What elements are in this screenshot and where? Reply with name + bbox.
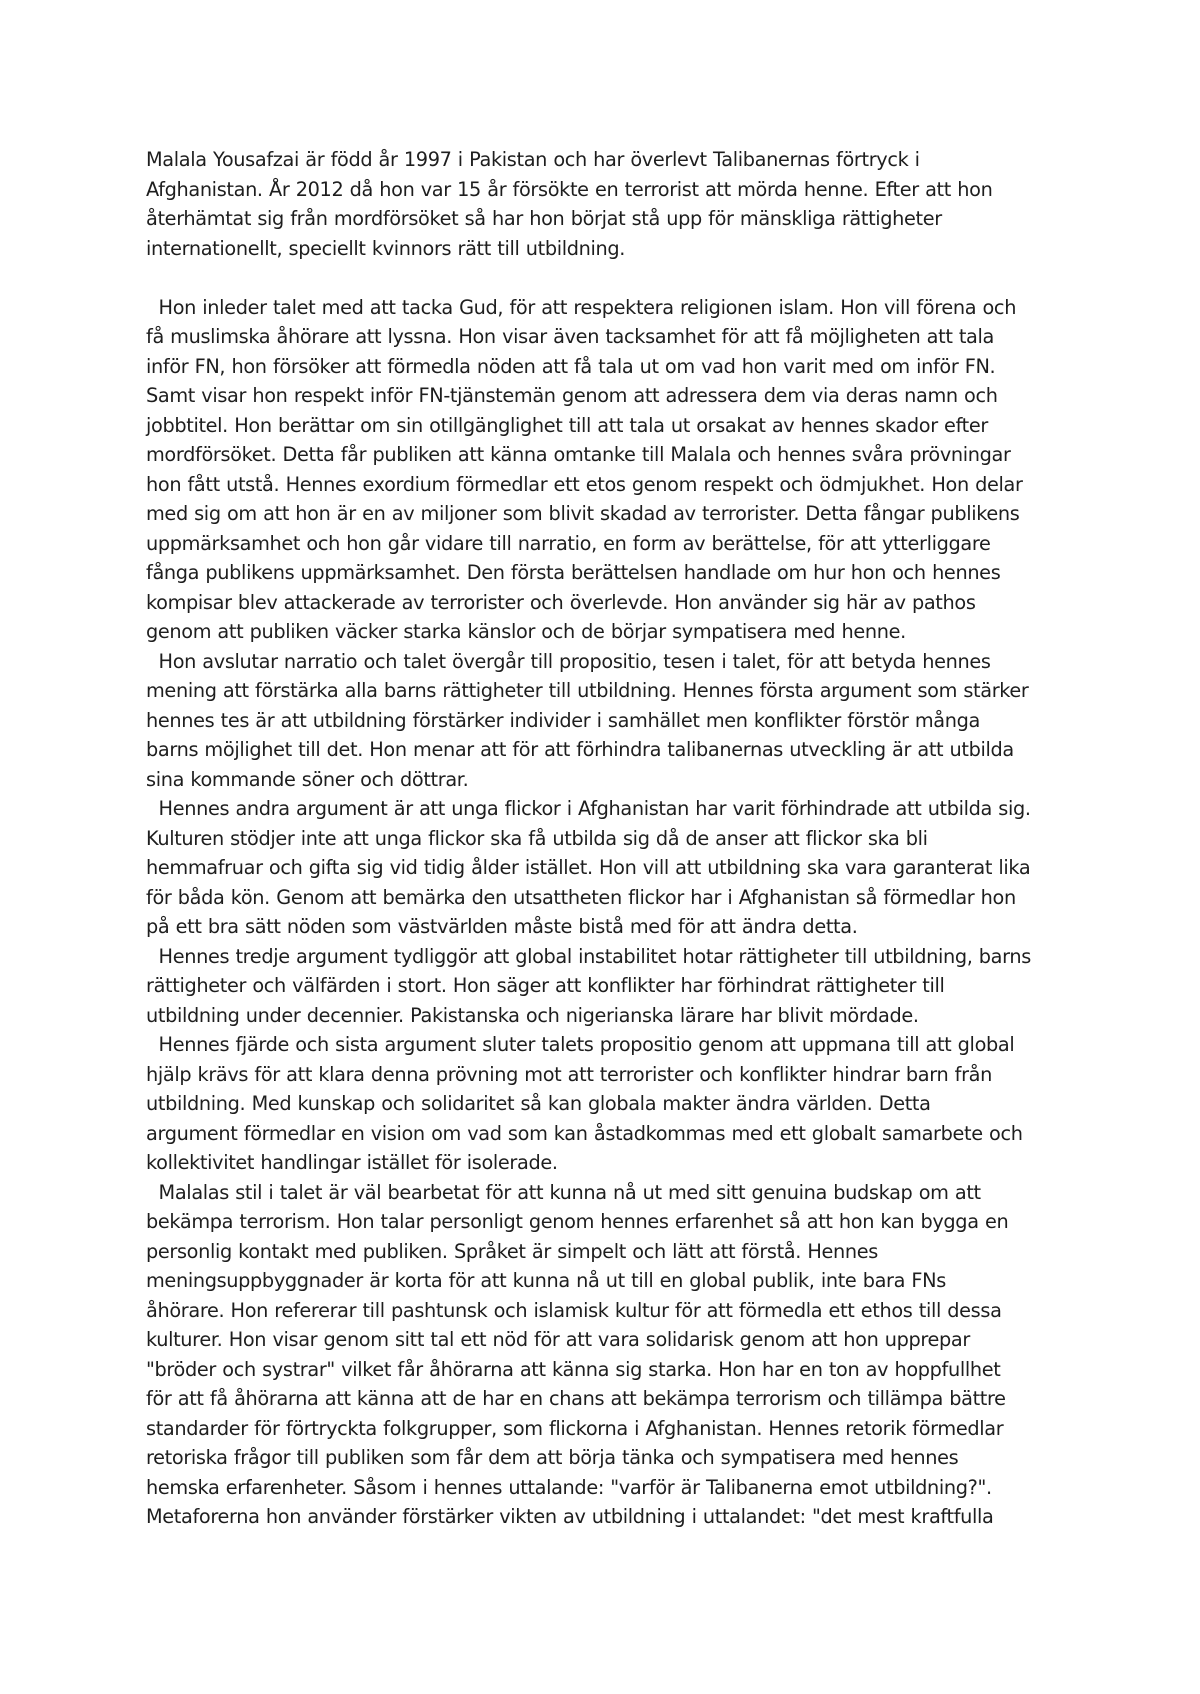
text-line: hennes tes är att utbildning förstärker individer i samhället men konflikter förstör många: [146, 708, 980, 732]
text-line: Hennes andra argument är att unga flickor i Afghanistan har varit förhindrade att utbilda sig.: [146, 797, 1031, 820]
text-line: retoriska frågor till publiken som får dem att börja tänka och sympatisera med hennes: [146, 1446, 959, 1469]
text-line: fånga publikens uppmärksamhet. Den första berättelsen handlade om hur hon och hennes: [146, 561, 1001, 584]
text-line: argument förmedlar en vision om vad som kan åstadkommas med ett globalt samarbete och: [146, 1121, 1023, 1145]
text-line: standarder för förtryckta folkgrupper, som flickorna i Afghanistan. Hennes retorik förmedlar: [146, 1416, 1004, 1440]
text-line: Kulturen stödjer inte att unga flickor ska få utbilda sig då de anser att flickor ska bli: [146, 826, 928, 850]
paragraph: [146, 942, 1086, 1031]
text-line: återhämtat sig från mordförsöket så har hon börjat stå upp för mänskliga rättigheter: [146, 207, 942, 230]
text-line: Hennes tredje argument tydliggör att global instabilitet hotar rättigheter till utbildning, barns: [146, 944, 1031, 968]
text-line: genom att publiken väcker starka känslor och de börjar sympatisera med henne.: [146, 620, 906, 643]
text-line: meningsuppbyggnader är korta för att kunna nå ut till en global publik, inte bara FNs: [146, 1269, 946, 1292]
text-line: med sig om att hon är en av miljoner som blivit skadad av terrorister. Detta fångar publikens: [146, 502, 1020, 525]
paragraph: [146, 794, 1086, 942]
text-line: Malalas stil i talet är väl bearbetat för att kunna nå ut med sitt genuina budskap om att: [146, 1180, 981, 1204]
paragraph: [146, 1030, 1086, 1178]
text-line: kollektivitet handlingar istället för isolerade.: [146, 1151, 558, 1174]
text-line: jobbtitel. Hon berättar om sin otillgänglighet till att tala ut orsakat av hennes skador efter: [146, 413, 988, 437]
text-line: utbildning. Med kunskap och solidaritet så kan globala makter ändra världen. Detta: [146, 1092, 931, 1115]
paragraph: [146, 1178, 1086, 1532]
paragraph: [146, 293, 1086, 647]
text-line: Malala Yousafzai är född år 1997 i Pakistan och har överlevt Talibanernas förtryck i: [146, 148, 920, 171]
text-line: Samt visar hon respekt inför FN-tjänstemän genom att adressera dem via deras namn och: [146, 384, 998, 407]
text-line: kompisar blev attackerade av terrorister och överlevde. Hon använder sig här av pathos: [146, 590, 976, 614]
text-line: Hon inleder talet med att tacka Gud, för att respektera religionen islam. Hon vill förena och: [146, 295, 1017, 319]
text-line: uppmärksamhet och hon går vidare till narratio, en form av berättelse, för att ytterliggare: [146, 531, 991, 555]
text-line: på ett bra sätt nöden som västvärlden måste bistå med för att ändra detta.: [146, 915, 858, 938]
text-line: hemmafruar och gifta sig vid tidig ålder istället. Hon vill att utbildning ska vara garanterat lika: [146, 856, 1031, 879]
text-line: bekämpa terrorism. Hon talar personligt genom hennes erfarenhet så att hon kan bygga en: [146, 1210, 1009, 1233]
text-line: hemska erfarenheter. Såsom i hennes uttalande: "varför är Talibanerna emot utbildning?".: [146, 1475, 992, 1499]
text-line: personlig kontakt med publiken. Språket är simpelt och lätt att förstå. Hennes: [146, 1239, 878, 1263]
text-line: för att få åhörarna att känna att de har en chans att bekämpa terrorism och tillämpa bättre: [146, 1387, 1006, 1410]
paragraph-gap: [146, 263, 1086, 293]
text-line: för båda kön. Genom att bemärka den utsattheten flickor har i Afghanistan så förmedlar hon: [146, 885, 1016, 909]
text-line: inför FN, hon försöker att förmedla nöden att få tala ut om vad hon varit med om inför FN.: [146, 354, 996, 378]
text-line: rättigheter och välfärden i stort. Hon säger att konflikter har förhindrat rättigheter till: [146, 974, 945, 997]
text-line: kulturer. Hon visar genom sitt tal ett nöd för att vara solidarisk genom att hon upprepar: [146, 1328, 970, 1351]
text-line: mordförsöket. Detta får publiken att känna omtanke till Malala och hennes svåra prövningar: [146, 443, 1011, 466]
text-line: Hennes fjärde och sista argument sluter talets propositio genom att uppmana till att global: [146, 1033, 1015, 1056]
text-line: hon fått utstå. Hennes exordium förmedlar ett etos genom respekt och ödmjukhet. Hon delar: [146, 472, 1023, 496]
text-line: utbildning under decennier. Pakistanska och nigerianska lärare har blivit mördade.: [146, 1003, 919, 1027]
text-line: hjälp krävs för att klara denna prövning mot att terrorister och konflikter hindrar barn från: [146, 1062, 992, 1086]
text-line: Hon avslutar narratio och talet övergår till propositio, tesen i talet, för att betyda hennes: [146, 649, 991, 673]
text-line: Afghanistan. År 2012 då hon var 15 år försökte en terrorist att mörda henne. Efter att hon: [146, 177, 993, 201]
text-line: få muslimska åhörare att lyssna. Hon visar även tacksamhet för att få möjligheten att tala: [146, 325, 994, 348]
document-body: [146, 145, 1086, 1532]
text-line: internationellt, speciellt kvinnors rätt till utbildning.: [146, 236, 626, 260]
paragraph: [146, 647, 1086, 795]
text-line: sina kommande söner och döttrar.: [146, 767, 469, 791]
text-line: barns möjlighet till det. Hon menar att för att förhindra talibanernas utveckling är att utbilda: [146, 738, 1014, 761]
text-line: "bröder och systrar" vilket får åhörarna att känna sig starka. Hon har en ton av hoppfullhet: [146, 1357, 1001, 1381]
text-line: mening att förstärka alla barns rättigheter till utbildning. Hennes första argument som stärker: [146, 679, 1029, 702]
paragraph: [146, 145, 1086, 263]
text-line: åhörare. Hon refererar till pashtunsk och islamisk kultur för att förmedla ett ethos till dessa: [146, 1298, 1002, 1322]
text-line: Metaforerna hon använder förstärker vikten av utbildning i uttalandet: "det mest kraftfulla: [146, 1505, 994, 1528]
